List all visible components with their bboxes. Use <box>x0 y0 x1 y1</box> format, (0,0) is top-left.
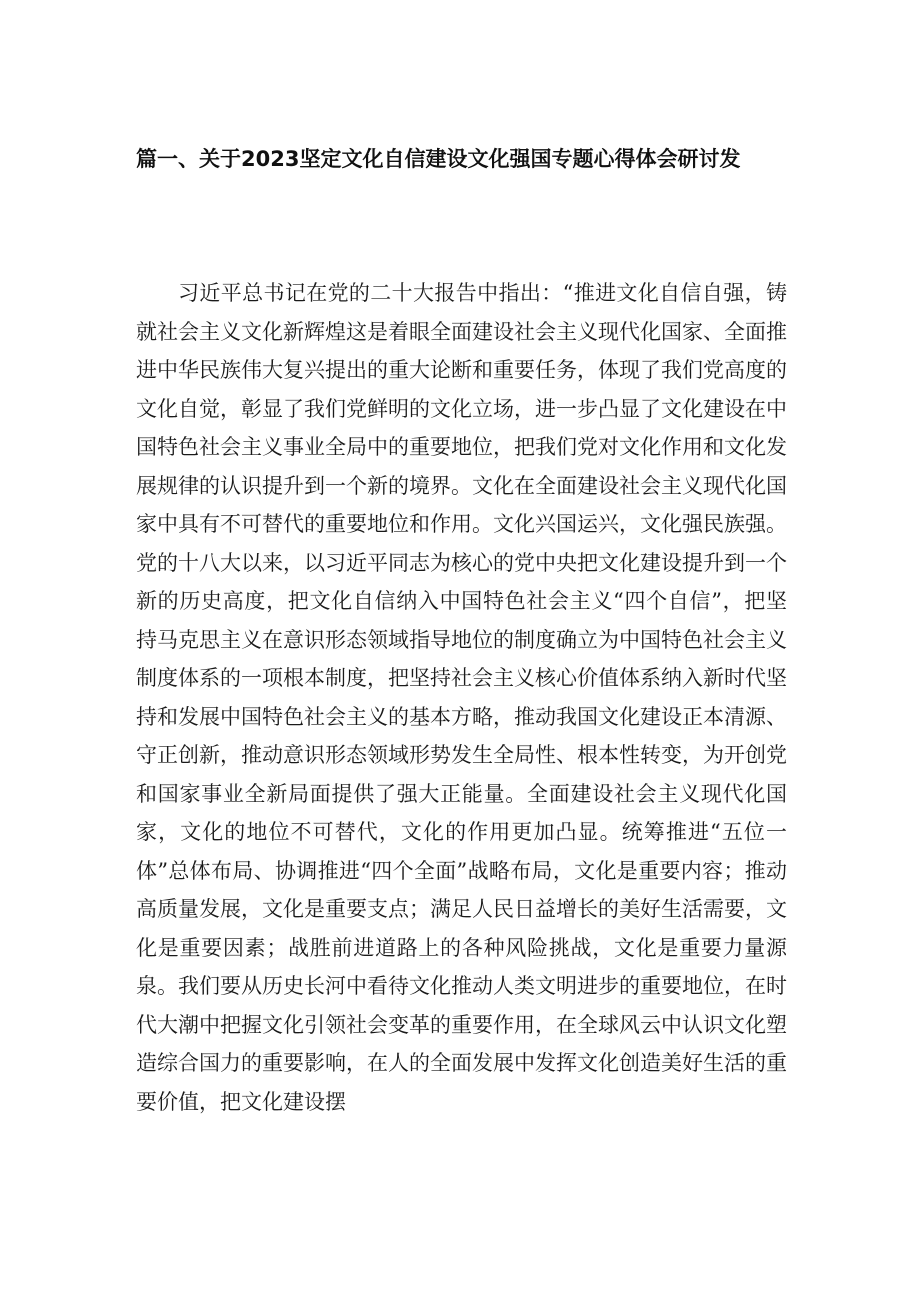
document-title: 篇一、关于2023坚定文化自信建设文化强国专题心得体会研讨发 <box>136 147 741 171</box>
body-paragraph: 习近平总书记在党的二十大报告中指出：“推进文化自信自强，铸就社会主义文化新辉煌这是着眼全面建设社会主义现代化国家、全面推进中华民族伟大复兴提出的重大论断和重要任务，体现了我们党高度的文化自觉，彰显了我们党鲜明的文化立场，进一步凸显了文化建设在中国特色社会主义事业全局中的重要地位，把我们党对文化作用和文化发展规律的认识提升到一个新的境界。文化在全面建设社会主义现代化国家中具有不可替代的重要地位和作用。文化兴国运兴，文化强民族强。党的十八大以来，以习近平同志为核心的党中央把文化建设提升到一个新的历史高度，把文化自信纳入中国特色社会主义“四个自信”，把坚持马克思主义在意识形态领域指导地位的制度确立为中国特色社会主义制度体系的一项根本制度，把坚持社会主义核心价值体系纳入新时代坚持和发展中国特色社会主义的基本方略，推动我国文化建设正本清源、守正创新，推动意识形态领域形势发生全局性、根本性转变，为开创党和国家事业全新局面提供了强大正能量。全面建设社会主义现代化国家，文化的地位不可替代，文化的作用更加凸显。统筹推进“五位一体”总体布局、协调推进“四个全面”战略布局，文化是重要内容；推动高质量发展，文化是重要支点；满足人民日益增长的美好生活需要，文化是重要因素；战胜前进道路上的各种风险挑战，文化是重要力量源泉。我们要从历史长河中看待文化推动人类文明进步的重要地位，在时代大潮中把握文化引领社会变革的重要作用，在全球风云中认识文化塑造综合国力的重要影响，在人的全面发展中发挥文化创造美好生活的重要价值，把文化建设摆 <box>136 281 787 1114</box>
